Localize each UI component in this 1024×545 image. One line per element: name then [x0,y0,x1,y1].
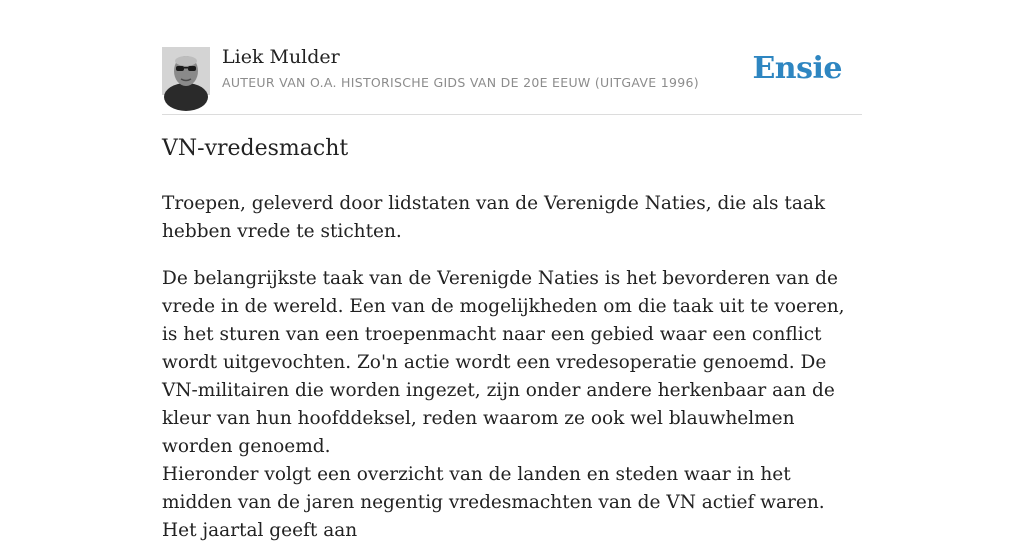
author-portrait-icon [162,47,210,95]
author-name[interactable]: Liek Mulder [222,46,340,68]
article-title: VN-vredesmacht [162,136,349,161]
article-paragraph: Hieronder volgt een overzicht van de landen en steden waar in het midden van de jaren negentig vredesmachten van de VN actief waren. Het jaartal geeft aan [162,464,825,541]
article-paragraph: De belangrijkste taak van de Verenigde Naties is het bevorderen van de vrede in de wereld. Een van de mogelijkheden om die taak uit te voeren, is het sturen van een troepenmacht naar een gebied waar een conflict wordt uitgevochten. Zo'n actie wordt een vredesoperatie genoemd. De VN-militairen die worden ingezet, zijn onder andere herkenbaar aan de kleur van hun hoofddeksel, reden waarom ze ook wel blauwhelmen worden genoemd. [162,268,845,457]
author-avatar[interactable] [162,47,210,95]
author-bio: AUTEUR VAN O.A. HISTORISCHE GIDS VAN DE 20E EEUW (UITGAVE 1996) [222,75,699,90]
ensie-logo[interactable]: Ensie [752,51,842,86]
article-paragraph: Troepen, geleverd door lidstaten van de Verenigde Naties, die als taak hebben vrede te stichten. [162,193,826,242]
author-header [162,0,862,115]
page-container [162,0,862,541]
